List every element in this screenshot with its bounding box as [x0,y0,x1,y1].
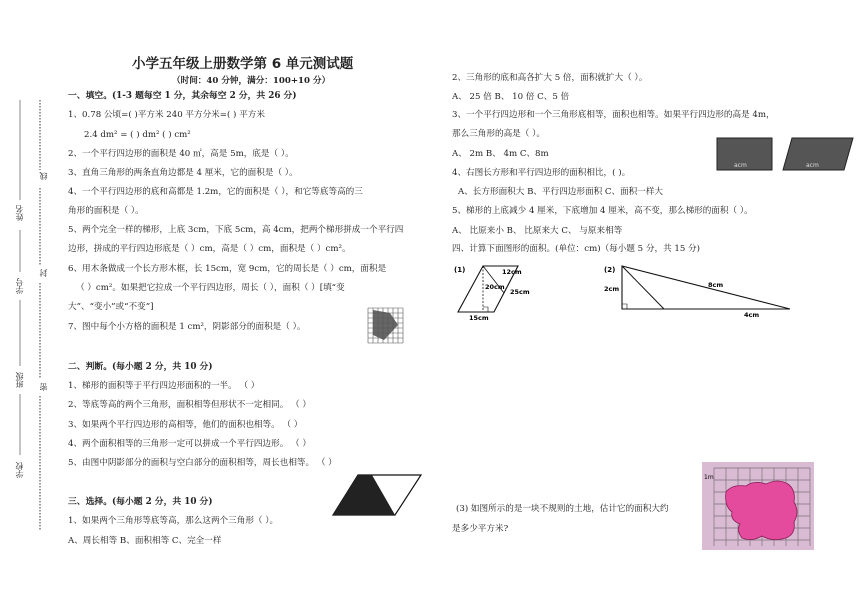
binding-mark-seal: 封 [39,269,48,277]
figure-1-base-label: 15cm [469,314,489,322]
section-2-heading: 二、判断。(每小题 2 分，共 10 分) [68,362,213,372]
judge-item-5: 5、由图中阴影部分的面积与空白部分的面积相等，周长也相等。 （ ） [68,458,337,468]
class-label: 班级 [15,372,24,388]
judge-item-3: 3、如果两个平行四边形的高相等，他们的面积也相等。 （ ） [68,420,303,430]
choice-q4: 4、右图长方形和平行四边形的面积相比，( )。 [452,168,631,178]
shaded-grid-figure [368,308,404,344]
choice-q3-line-a: 3、一个平行四边形和一个三角形底相等，面积也相等。如果平行四边形的高是 4m， [452,110,775,120]
binding-mark-secret: 密 [39,383,48,391]
figure-2-hyp-label: 8cm [708,281,724,289]
q1-7: 7、图中每个小方格的面积是 1 cm²，阴影部分的面积是（ ）。 [68,322,306,332]
area-q3-line-b: 是多少平方米? [452,524,509,534]
shaded-parallelogram-figure [332,474,422,516]
choice-q5: 5、梯形的上底减少 4 厘米，下底增加 4 厘米，高不变，那么梯形的面积（ ）。 [452,206,753,216]
choice-q3-options: A、 2m B、 4m C、8m [452,149,549,159]
rectangle-parallelogram-figure [716,137,856,172]
section-4-heading: 四、计算下面图形的面积。(单位：cm)（每小题 5 分，共 15 分) [452,244,701,254]
section-3-heading: 三、选择。(每小题 2 分，共 10 分) [68,497,213,507]
figure-2-height-label: 2cm [604,285,620,293]
q1-1-line-a: 1、0.78 公顷=( )平方米 240 平方分米=( ) 平方米 [68,110,265,120]
para-base-label: acm [806,162,819,169]
area-q3-line-a: (3) 如图所示的是一块不规则的土地，估计它的面积大约 [456,504,669,514]
choice-q1-options: A、周长相等 B、面积相等 C、完全一样 [68,536,222,546]
grid-scale-label: 1m [704,474,714,481]
q1-5-line-b: 边形，拼成的平行四边形底是（ ）cm，高是（ ）cm，面积是（ ）cm²。 [68,244,351,254]
q1-1-line-b: 2.4 dm² = ( ) dm² ( ) cm² [84,130,191,140]
binding-mark-line: 线 [39,172,48,180]
q1-2: 2、一个平行四边形的面积是 40 ㎡，高是 5m，底是（ ）。 [68,149,294,159]
exam-title: 小学五年级上册数学第 6 单元测试题 [132,56,354,72]
choice-q1: 1、如果两个三角形等底等高，那么这两个三角形（ ）。 [68,516,279,526]
binding-lines [0,0,60,608]
figure-2-number: (2) [604,266,616,274]
choice-q2-options: A、 25 倍 B、 10 倍 C、5 倍 [452,92,570,102]
figure-1-side-label: 25cm [510,288,530,296]
figure-1-top-label: 12cm [502,268,522,276]
choice-q5-options: A、 比原来小 B、 比原来大 C、 与原来相等 [452,226,623,236]
q1-6-line-a: 6、用木条做成一个长方形木框，长 15cm，宽 9cm，它的周长是（ ）cm，面积是 [68,264,387,274]
q1-4-line-a: 4、一个平行四边形的底和高都是 1.2m，它的面积是（ ），和它等底等高的三 [68,187,363,197]
section-1-heading: 一、填空。(1-3 题每空 1 分，其余每空 2 分，共 26 分) [68,91,297,101]
q1-6-line-b: （ ）cm²。如果把它拉成一个平行四边形，周长（ ），面积（ ）[填“变 [76,283,345,293]
figure-1-number: (1) [454,266,466,274]
judge-item-2: 2、等底等高的两个三角形，面积相等但形状不一定相同。 （ ） [68,400,311,410]
student-number-label: 学号 [15,278,24,294]
rect-base-label: acm [734,162,747,169]
choice-q3-line-b: 那么三角形的高是（ ）。 [452,129,545,139]
judge-item-1: 1、梯形的面积等于平行四边形面积的一半。 （ ） [68,381,260,391]
choice-q4-options: A、长方形面积大 B、平行四边形面积 C、面积一样大 [458,187,664,197]
q1-3: 3、直角三角形的两条直角边都是 4 厘米，它的面积是（ ）。 [68,168,298,178]
exam-subtitle: （时间：40 分钟，满分：100+10 分） [172,76,331,86]
figure-1-parallelogram [452,262,552,320]
name-label: 姓名 [15,205,24,221]
school-label: 学校 [15,462,24,478]
figure-2-triangle [602,262,802,320]
q1-6-line-c: 大”、“变小”或“不变”] [68,302,154,312]
judge-item-4: 4、两个面积相等的三角形一定可以拼成一个平行四边形。 （ ） [68,439,311,449]
q1-5-line-a: 5、两个完全一样的梯形，上底 3cm，下底 5cm，高 4cm，把两个梯形拼成一个平行四 [68,225,404,235]
figure-2-base-label: 4cm [744,311,760,319]
choice-q2: 2、三角形的底和高各扩大 5 倍，面积就扩大（ ）。 [452,73,648,83]
irregular-land-grid-figure [702,462,814,550]
q1-4-line-b: 角形的面积是（ ）。 [68,206,144,216]
figure-1-height-label: 20cm [485,283,505,291]
